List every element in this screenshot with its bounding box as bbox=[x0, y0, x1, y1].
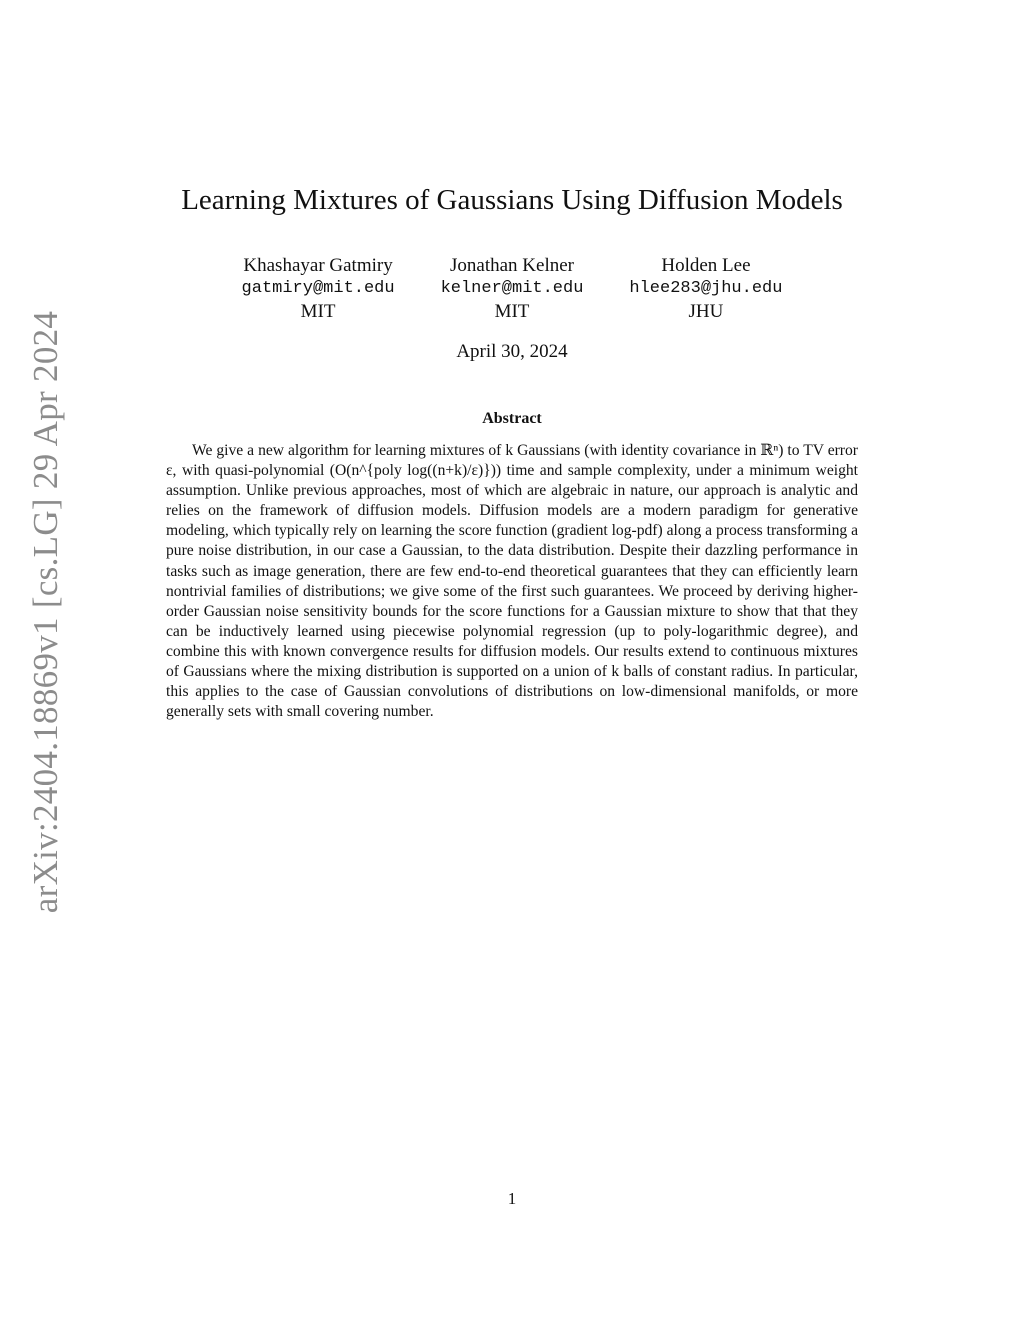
abstract-heading: Abstract bbox=[482, 410, 542, 427]
author-block bbox=[242, 254, 395, 323]
author-list bbox=[0, 254, 1024, 323]
publication-date: April 30, 2024 bbox=[456, 341, 568, 362]
author-name: Holden Lee bbox=[661, 255, 751, 276]
author-name: Khashayar Gatmiry bbox=[243, 255, 393, 276]
author-email: kelner@mit.edu bbox=[440, 279, 584, 298]
author-email: hlee283@jhu.edu bbox=[629, 279, 783, 298]
author-name: Jonathan Kelner bbox=[450, 255, 574, 276]
author-affiliation: MIT bbox=[300, 301, 336, 322]
paper-title: Learning Mixtures of Gaussians Using Diffusion Models bbox=[181, 184, 843, 216]
page-number: 1 bbox=[507, 1189, 517, 1208]
abstract-text: We give a new algorithm for learning mixtures of k Gaussians (with identity covariance in ℝⁿ) to TV error ε, with quasi-polynomial (O(n^{poly log((n+k)/ε)})) time and sample complexity, under a minimum weight assumption. Unlike previous approaches, most of which are algebraic in nature, our approach is analytic and relies on the framework of diffusion models. Diffusion models are a modern paradigm for generative modeling, which typically rely on learning the score function (gradient log-pdf) along a process transforming a pure noise distribution, in our case a Gaussian, to the data distribution. Despite their dazzling performance in tasks such as image generation, there are few end-to-end theoretical guarantees that they can efficiently learn nontrivial families of distributions; we give some of the first such guarantees. We proceed by deriving higher-order Gaussian noise sensitivity bounds for the score functions for a Gaussian mixture to show that that they can be inductively learned using piecewise polynomial regression (up to poly-logarithmic degree), and combine this with known convergence results for diffusion models. Our results extend to continuous mixtures of Gaussians where the mixing distribution is supported on a union of k balls of constant radius. In particular, this applies to the case of Gaussian convolutions of distributions on low-dimensional manifolds, or more generally sets with small covering number. bbox=[166, 442, 858, 721]
author-block bbox=[629, 254, 782, 323]
arxiv-identifier-stamp: arXiv:2404.18869v1 [cs.LG] 29 Apr 2024 bbox=[26, 310, 65, 914]
author-affiliation: MIT bbox=[494, 301, 530, 322]
author-affiliation: JHU bbox=[688, 301, 724, 322]
author-block bbox=[441, 254, 584, 323]
author-email: gatmiry@mit.edu bbox=[241, 279, 395, 298]
